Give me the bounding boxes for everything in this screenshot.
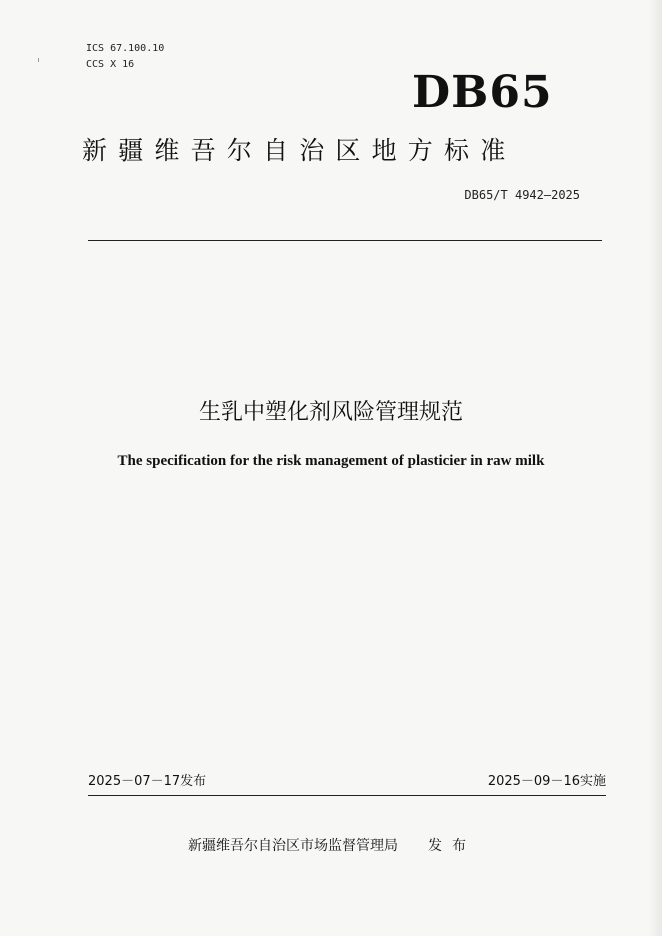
classification-codes <box>86 41 164 73</box>
publisher-name: 新疆维吾尔自治区市场监督管理局 <box>188 838 398 854</box>
ccs-code: CCS X 16 <box>86 59 135 70</box>
footer-divider <box>88 795 606 796</box>
publisher-line <box>188 836 476 856</box>
header-divider <box>88 240 602 241</box>
standard-type-heading: 新疆维吾尔自治区地方标准 <box>82 136 517 165</box>
db65-logo <box>412 68 552 118</box>
issue-date: 2025－07－17发布 <box>88 774 207 789</box>
ics-code: ICS 67.100.10 <box>86 43 165 54</box>
standard-code: DB65/T 4942—2025 <box>464 188 580 202</box>
logo-text: DB65 <box>412 67 553 118</box>
publisher-action: 发布 <box>428 838 476 854</box>
implementation-date: 2025－09－16实施 <box>487 774 606 789</box>
document-title-chinese: 生乳中塑化剂风险管理规范 <box>198 400 463 425</box>
document-title-english: The specification for the risk management of plasticier in raw milk <box>117 453 545 469</box>
scan-speck <box>38 58 39 62</box>
